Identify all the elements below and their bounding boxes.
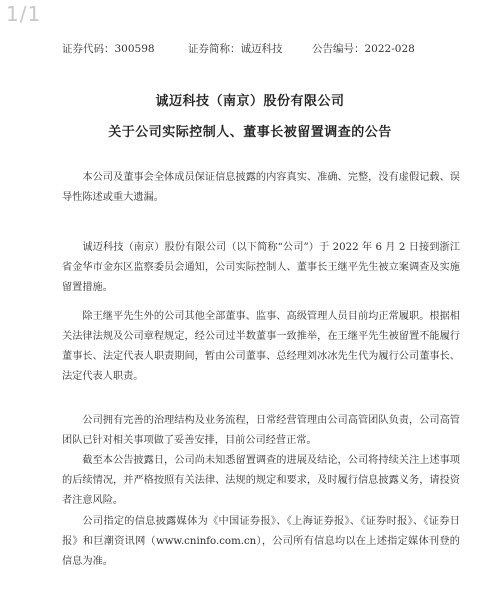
notice-number: 公告编号：2022-028 <box>312 43 415 55</box>
stock-short-name: 证券简称：诚迈科技 <box>188 43 283 55</box>
body-paragraph-disclaimer: 本公司及董事会全体成员保证信息披露的内容真实、准确、完整，没有虚假记载、误导性陈述或重大遗漏。 <box>62 172 460 203</box>
notice-title: 关于公司实际控制人、董事长被留置调查的公告 <box>108 125 392 140</box>
page-indicator: 1/1 <box>6 2 42 26</box>
body-paragraph-operations: 公司拥有完善的治理结构及业务流程，日常经营管理由公司高管团队负责，公司高管团队已针对相关事项做了妥善安排，目前公司经营正常。 <box>62 415 460 446</box>
body-paragraph-notification: 诚迈科技（南京）股份有限公司（以下简称“公司”）于 2022 年 6 月 2 日接到浙江省金华市金东区监察委员会通知，公司实际控制人、董事长王继平先生被立案调查及实施留置措施。 <box>62 242 460 293</box>
body-paragraph-progress: 截至本公告披露日，公司尚未知悉留置调查的进展及结论，公司将持续关注上述事项的后续情况，并严格按照有关法律、法规的规定和要求，及时履行信息披露义务，请投资者注意风险。 <box>62 455 460 506</box>
body-paragraph-media: 公司指定的信息披露媒体为《中国证券报》、《上海证券报》、《证券时报》、《证券日报》和巨潮资讯网（www.cninfo.com.cn），公司所有信息均以在上述指定媒体刊登的信息为准。 <box>62 516 460 567</box>
body-paragraph-duties: 除王继平先生外的公司其他全部董事、监事、高级管理人员目前均正常履职。根据相关法律法规及公司章程规定，经公司过半数董事一致推举，在王继平先生被留置不能履行董事长、法定代表人职责期间，暂由公司董事、总经理刘冰冰先生代为履行公司董事长、法定代表人职责。 <box>62 311 460 382</box>
stock-code: 证券代码：300598 <box>62 43 155 55</box>
company-title: 诚迈科技（南京）股份有限公司 <box>155 94 345 109</box>
